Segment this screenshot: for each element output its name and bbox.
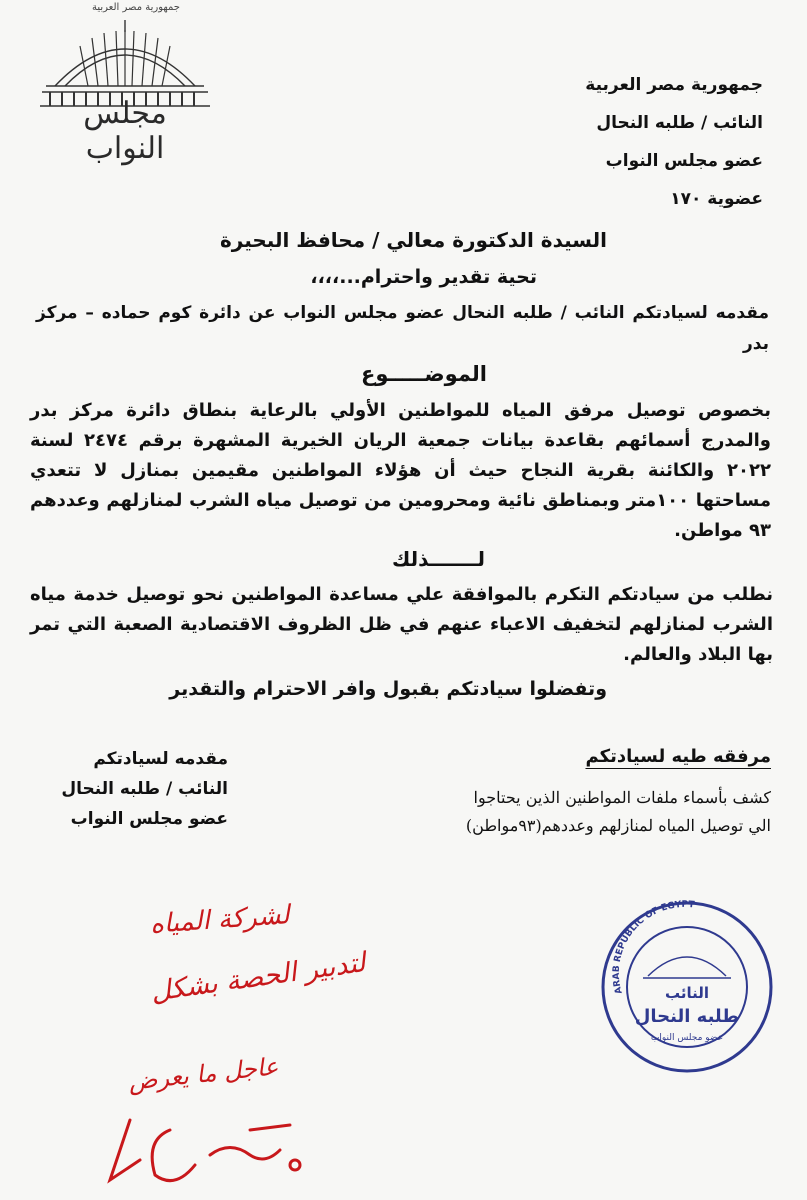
addressee: السيدة الدكتورة معالي / محافظ البحيرة: [219, 228, 607, 252]
stamp-name: طلبه النحال: [634, 1006, 740, 1027]
header-line-role: عضو مجلس النواب: [605, 151, 763, 171]
intro-paragraph: مقدمه لسيادتكم النائب / طلبه النحال عضو مجلس النواب عن دائرة كوم حماده – مركز بدر: [36, 303, 769, 354]
greeting: تحية تقدير واحترام...،،،،: [310, 266, 537, 288]
logo-caption: مجلس النواب: [83, 96, 167, 166]
attachment-line: كشف بأسماء ملفات المواطنين الذين يحتاجوا: [473, 788, 771, 807]
handwritten-note-line: لتدبير الحصة بشكل: [148, 947, 368, 1008]
signature-line: عضو مجلس النواب: [70, 809, 228, 829]
subject-paragraph: بخصوص توصيل مرفق المياه للمواطنين الأولي بالرعاية بنطاق دائرة مركز بدر والمدرج أسمائهم بقاعدة بيانات جمعية الريان الخيرية المشهرة برقم ٢٤٧٤ لسنة ٢٠٢٢ والكائنة بقرية النجاح حيث أن هؤلاء المواطنين مقيمين بمنازل لا تتعدي مساحتها ١٠٠متر وبمناطق نائية ومحرومين من توصيل مياه الشرب لمنازلهم وعددهم ٩٣ مواطن.: [30, 400, 771, 541]
handwritten-note-line: لشركة المياه: [149, 900, 291, 940]
attachment-title: مرفقه طيه لسيادتكم: [585, 746, 771, 767]
svg-text:ARAB REPUBLIC OF EGYPT: [612, 900, 696, 995]
signature-line: النائب / طلبه النحال: [61, 779, 228, 799]
request-paragraph: نطلب من سيادتكم التكرم بالموافقة علي مساعدة المواطنين نحو توصيل خدمة مياه الشرب لمنازلهم لتخفيف الاعباء عنهم في ظل الظروف الاقتصادية الصعبة التي تمر بها البلاد والعالم.: [30, 584, 773, 665]
header-line-membership: عضوية ١٧٠: [670, 189, 763, 209]
attachment-line: الي توصيل المياه لمنازلهم وعددهم(٩٣مواطن): [465, 816, 771, 835]
stamp-title: النائب: [664, 984, 710, 1002]
signature-block: [48, 744, 228, 834]
header-line-sender: النائب / طلبه النحال: [596, 113, 763, 133]
therefore-heading: لـــــــذلك: [391, 547, 485, 571]
sender-header: [585, 66, 763, 218]
subject-title: الموضـــــوع: [360, 362, 487, 386]
closing-line: وتفضلوا سيادتكم بقبول وافر الاحترام والتقدير: [169, 678, 607, 700]
attachment-description: [466, 784, 771, 840]
official-stamp: [598, 898, 776, 1076]
header-line-country: جمهورية مصر العربية: [585, 75, 763, 95]
stamp-ring-text: ARAB REPUBLIC OF EGYPT: [611, 899, 695, 995]
handwritten-signature: [100, 1110, 310, 1195]
signature-line: مقدمه لسيادتكم: [93, 749, 228, 769]
header-tiny-text: جمهورية مصر العربية: [92, 2, 180, 13]
handwritten-note-line: عاجل ما يعرض: [126, 1052, 280, 1096]
stamp-subtitle: عضو مجلس النواب: [650, 1033, 724, 1043]
